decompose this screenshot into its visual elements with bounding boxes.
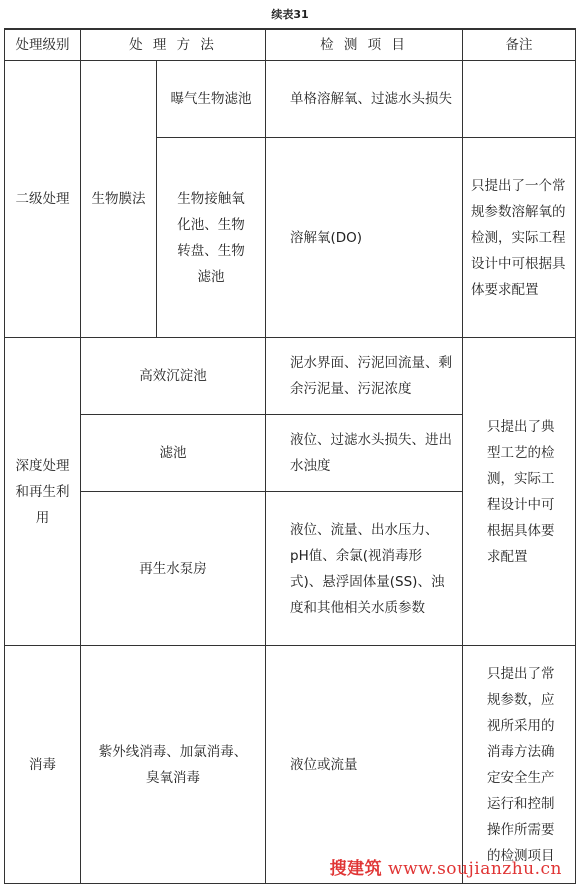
remark-disinfection: 只提出了常规参数，应视所采用的消毒方法确定安全生产运行和控制操作所需要的检测项目 bbox=[463, 646, 576, 884]
method-filter: 滤池 bbox=[81, 415, 266, 492]
watermark-url: www.soujianzhu.cn bbox=[388, 859, 562, 879]
header-method: 处 理 方 法 bbox=[81, 29, 266, 61]
method-disinfection: 紫外线消毒、加氯消毒、臭氧消毒 bbox=[81, 646, 266, 884]
header-row bbox=[5, 29, 576, 61]
header-item: 检 测 项 目 bbox=[266, 29, 463, 61]
table-row bbox=[5, 646, 576, 884]
remark-baf-empty bbox=[463, 61, 576, 138]
watermark-cn: 搜建筑 bbox=[329, 859, 383, 879]
remark-advanced: 只提出了典型工艺的检测，实际工程设计中可根据具体要求配置 bbox=[463, 338, 576, 646]
header-level: 处理级别 bbox=[5, 29, 81, 61]
header-remark: 备注 bbox=[463, 29, 576, 61]
item-baf: 单格溶解氧、过滤水头损失 bbox=[266, 61, 463, 138]
method-biofilm: 生物膜法 bbox=[81, 61, 157, 338]
level-advanced: 深度处理和再生利用 bbox=[5, 338, 81, 646]
table-row bbox=[5, 61, 576, 138]
method-pump: 再生水泵房 bbox=[81, 492, 266, 646]
item-contact: 溶解氧(DO) bbox=[266, 138, 463, 338]
item-sedimentation: 泥水界面、污泥回流量、剩余污泥量、污泥浓度 bbox=[266, 338, 463, 415]
submethod-contact: 生物接触氧化池、生物转盘、生物滤池 bbox=[157, 138, 266, 338]
table-row bbox=[5, 338, 576, 415]
watermark bbox=[330, 854, 562, 879]
submethod-baf: 曝气生物滤池 bbox=[157, 61, 266, 138]
item-disinfection: 液位或流量 bbox=[266, 646, 463, 884]
remark-secondary: 只提出了一个常规参数溶解氧的检测，实际工程设计中可根据具体要求配置 bbox=[463, 138, 576, 338]
level-secondary: 二级处理 bbox=[5, 61, 81, 338]
detection-table bbox=[4, 28, 576, 884]
item-filter: 液位、过滤水头损失、进出水浊度 bbox=[266, 415, 463, 492]
level-disinfection: 消毒 bbox=[5, 646, 81, 884]
item-pump: 液位、流量、出水压力、pH值、余氯(视消毒形式)、悬浮固体量(SS)、浊度和其他相关水质参数 bbox=[266, 492, 463, 646]
table-caption: 续表31 bbox=[271, 8, 309, 21]
method-sedimentation: 高效沉淀池 bbox=[81, 338, 266, 415]
